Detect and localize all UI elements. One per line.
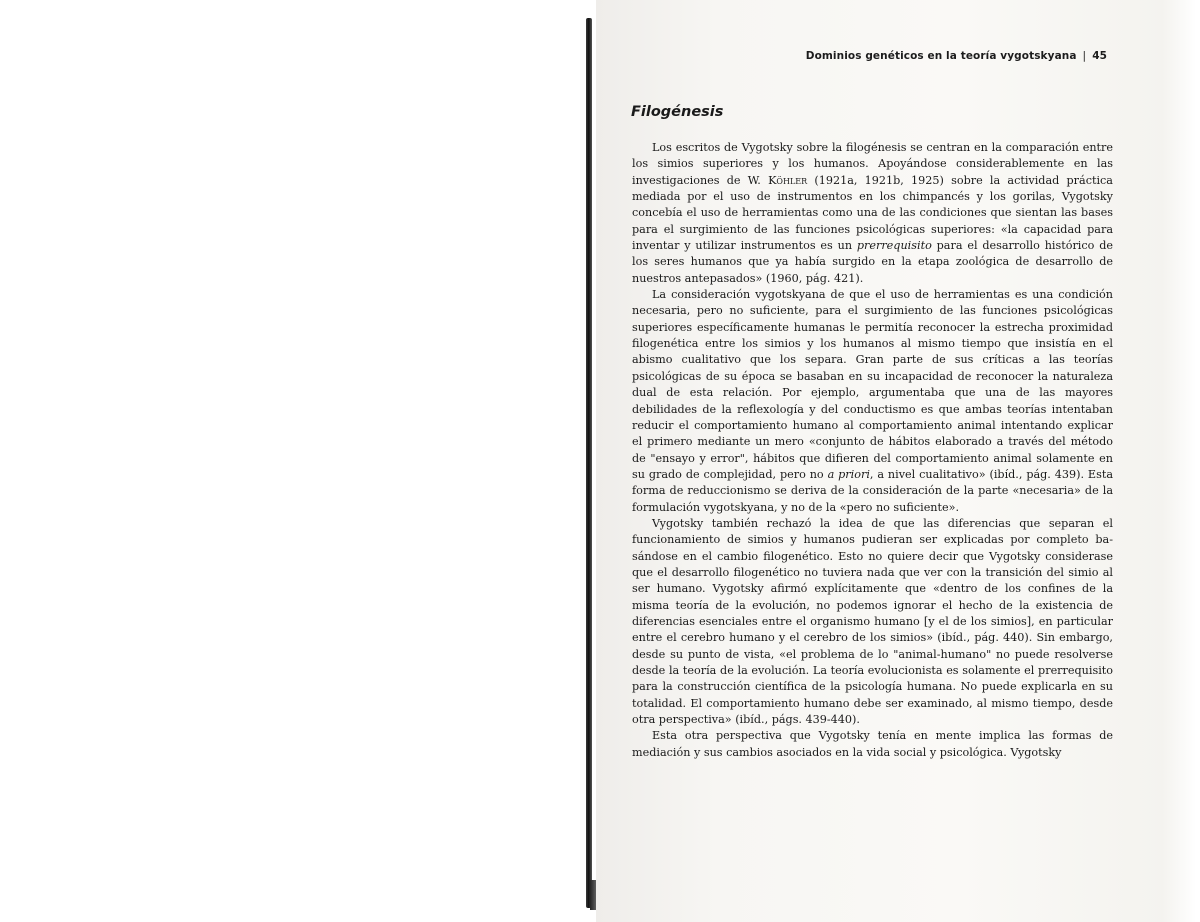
header-separator: | bbox=[1082, 50, 1087, 62]
left-page-blank bbox=[0, 0, 590, 922]
emphasis-prerrequisito: prerrequisito bbox=[856, 239, 932, 253]
section-title: Filogénesis bbox=[631, 104, 724, 120]
paragraph-1-text-a: Los escritos de Vygotsky sobre la filogénesis se centran en la comparación entre los simios superiores y los humanos. Apoyándose considerablemente en las investigaciones de W. bbox=[632, 141, 1113, 187]
emphasis-a-priori: a priori bbox=[827, 467, 870, 481]
paragraph-2 bbox=[632, 287, 1113, 516]
paragraph-1 bbox=[632, 140, 1113, 287]
paragraph-1-text-b: (1921a, 1921b, 1925) sobre la actividad práctica mediada por el uso de instrumentos en los chimpancés y los gorilas, Vygotsky concebía el uso de herramientas como una de las condiciones que sientan las bases para el surgimiento de las funciones psicológicas superiores: «la capacidad para inventar y utilizar instrumentos es un bbox=[632, 173, 1113, 253]
paragraph-2-text-a: La consideración vygotskyana de que el uso de herramientas es una condición necesaria, pero no suficiente, para el surgimiento de las funciones psicológicas superiores específicamente humanas le permitía reconocer la estrecha proximidad filogenética entre los simios y los humanos al mismo tiempo que insistía en el abismo cualitativo que los separa. Gran parte de sus críticas a las teorías psicológicas de su época se basaban en su incapacidad de reconocer la naturaleza dual de esta relación. Por ejemplo, argumentaba que una de las mayores debilidades de la reflexología y del conductismo es que ambas teorías intentaban reducir el comportamiento humano al comportamiento animal intentando explicar el primero mediante un mero «conjunto de hábitos elaborado a través del método de "ensayo y error", hábitos que difieren del comportamiento animal solamente en su grado de complejidad, pero no bbox=[632, 288, 1113, 481]
body-text bbox=[632, 140, 1113, 761]
paragraph-2-text-b: , a nivel cualitativo» (ibíd., pág. 439). Esta forma de reduccionismo se deriva de la consideración de la parte «necesaria» de la formulación vygotskyana, y no de la «pero no suficiente». bbox=[632, 467, 1114, 514]
running-title: Dominios genéticos en la teoría vygotskyana bbox=[805, 50, 1077, 62]
paragraph-1-text-c: para el desarrollo histórico de los seres humanos que ya había surgido en la etapa zoológica de desarrollo de nuestros antepasados» (1960, pág. 421). bbox=[632, 239, 1114, 285]
paragraph-3: Vygotsky también rechazó la idea de que las diferencias que separan el funcionamiento de simios y humanos pudieran ser explicadas por completo basándose en el cambio filogenético. Esto no quiere decir que Vygotsky considerase que el desarrollo filogenético no tuviera nada que ver con la transición del simio al ser humano. Vygotsky afirmó explícitamente que «dentro de los confines de la misma teoría de la evolución, no podemos ignorar el hecho de la existencia de diferencias esenciales entre el organismo humano [y el de los simios], en particular entre el cerebro humano y el cerebro de los simios» (ibíd., pág. 440). Sin embargo, desde su punto de vista, «el problema de lo "animal-humano" no puede resolverse desde la teoría de la evolución. La teoría evolucionista es solamente el prerrequisito para la construcción científica de la psicología humana. No puede explicarla en su totalidad. El comportamiento humano debe ser examinado, al mismo tiempo, desde otra perspectiva» (ibíd., págs. 439-440). bbox=[632, 516, 1113, 727]
running-header bbox=[806, 50, 1107, 62]
author-kohler: Köhler bbox=[768, 173, 808, 187]
paragraph-4: Esta otra perspectiva que Vygotsky tenía en mente implica las formas de mediación y sus cambios asociados en la vida social y psicológica. Vygotsky bbox=[632, 729, 1113, 759]
page-edge-fade bbox=[1162, 0, 1200, 922]
book-spine-shadow bbox=[586, 18, 592, 908]
page-number: 45 bbox=[1092, 50, 1107, 62]
